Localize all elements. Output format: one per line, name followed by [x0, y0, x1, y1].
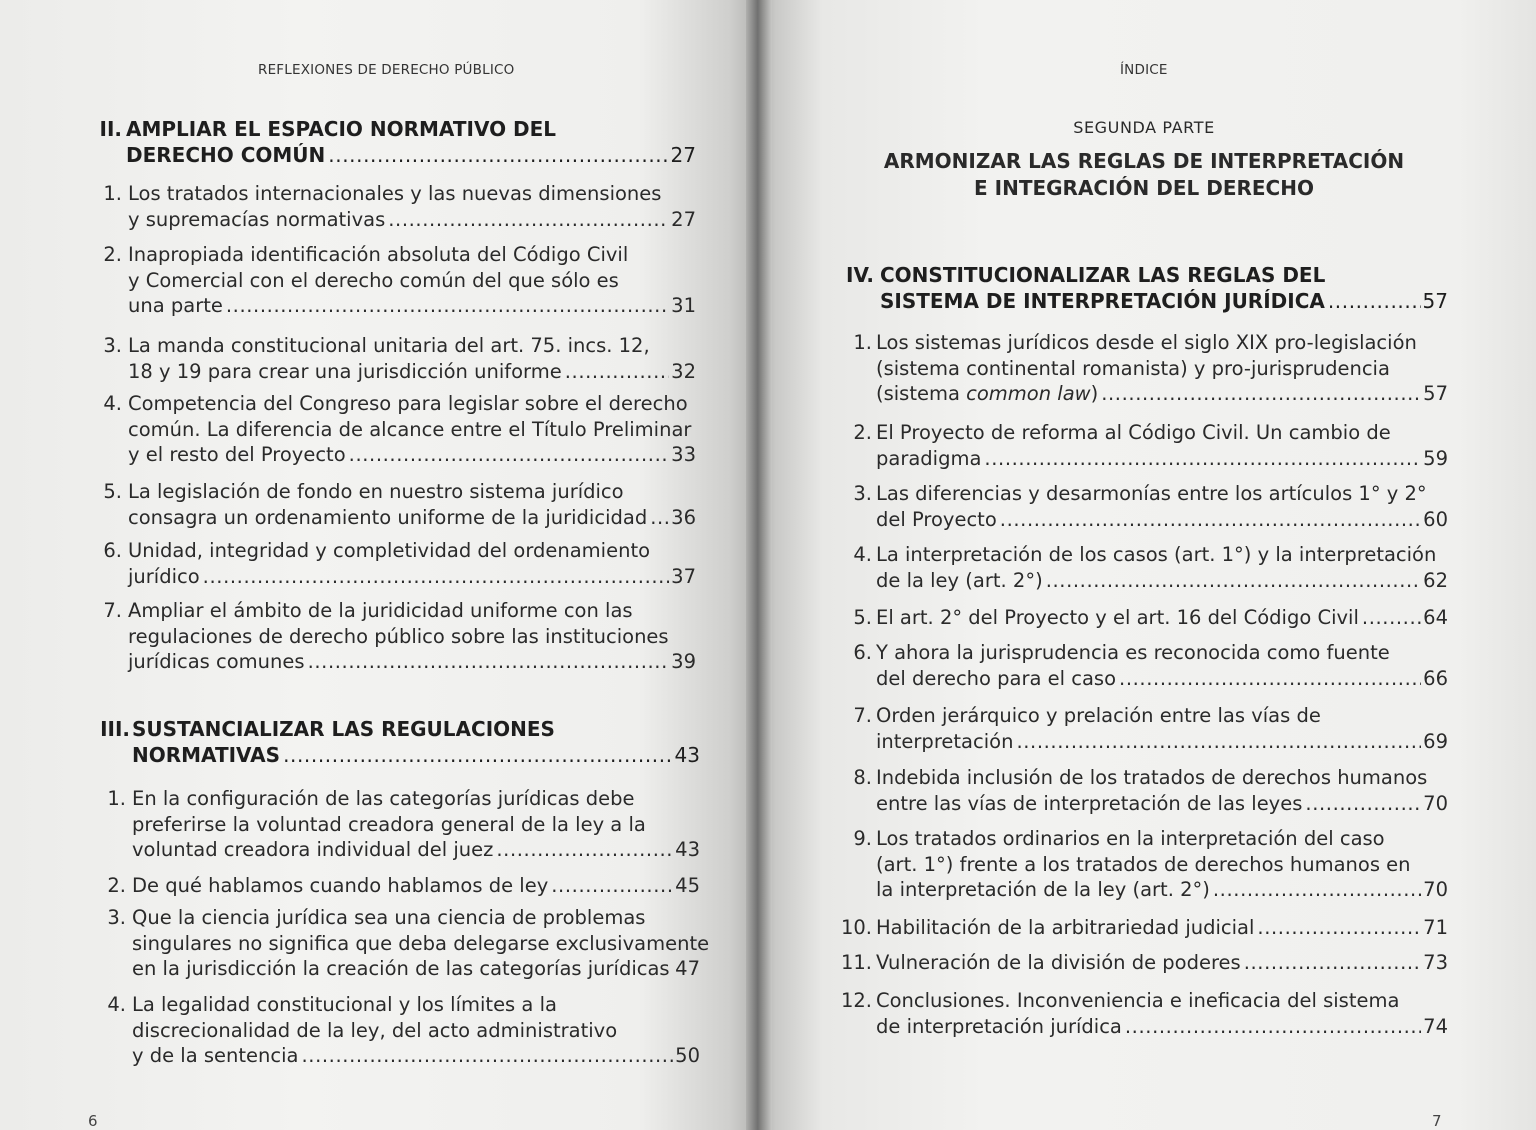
entry-title-line: Indebida inclusión de los tratados de derechos humanos — [876, 766, 1428, 789]
entry-title-line: Los sistemas jurídicos desde el siglo XIX pro-legislación — [876, 331, 1417, 354]
dot-leader — [385, 207, 669, 233]
entry-title-text: De qué hablamos cuando hablamos de ley — [132, 874, 549, 897]
chapter-title-line — [132, 742, 700, 768]
entry-title-text: en la jurisdicción la creación de las categorías jurídicas — [132, 957, 670, 980]
entry-title-line: Competencia del Congreso para legislar sobre el derecho — [128, 392, 688, 415]
entry-title — [876, 605, 1448, 631]
dot-leader — [280, 742, 672, 768]
entry-title-line — [876, 666, 1448, 692]
entry-title — [876, 765, 1448, 816]
entry-title-line: y Comercial con el derecho común del que sólo es — [128, 268, 619, 292]
entry-title — [876, 950, 1448, 976]
part-title-line: ARMONIZAR LAS REGLAS DE INTERPRETACIÓN — [883, 149, 1405, 173]
chapter-title-text: DERECHO COMÚN — [126, 143, 326, 167]
entry-title-text: y el resto del Proyecto — [128, 443, 346, 466]
entry-title-text: voluntad creadora individual del juez — [132, 838, 494, 861]
entry-title-line — [128, 207, 696, 233]
entry-title-line — [132, 873, 700, 899]
entry-title — [132, 786, 700, 863]
entry-title — [128, 538, 696, 589]
entry-number: 1. — [853, 331, 872, 354]
entry-title-line — [128, 564, 696, 590]
entry-number: 1. — [107, 787, 126, 810]
entry-title-line: La interpretación de los casos (art. 1°) y la interpretación — [876, 543, 1437, 566]
entry-page-number: 70 — [1423, 791, 1448, 815]
entry-number: 3. — [853, 482, 872, 505]
entry-page-number: 37 — [671, 564, 696, 588]
entry-title-line: En la configuración de las categorías jurídicas debe — [132, 787, 635, 810]
entry-number: 3. — [107, 906, 126, 929]
entry-title-text: y supremacías normativas — [128, 207, 386, 231]
chapter-page-number: 57 — [1422, 289, 1448, 313]
entry-title — [132, 905, 710, 982]
entry-title-line — [876, 877, 1448, 903]
entry-title-line: Unidad, integridad y completividad del ordenamiento — [128, 539, 651, 562]
entry-page-number: 69 — [1423, 729, 1448, 753]
entry-title — [128, 391, 696, 468]
dot-leader — [1302, 791, 1421, 817]
part-title — [864, 148, 1424, 202]
chapter-title — [132, 716, 700, 768]
entry-title-line — [132, 1043, 700, 1069]
entry-title-text: de la ley (art. 2°) — [876, 568, 1043, 592]
entry-title-line: Conclusiones. Inconveniencia e ineficacia del sistema — [876, 989, 1400, 1012]
entry-title — [132, 992, 700, 1069]
dot-leader — [493, 837, 673, 863]
entry-title-line: La legalidad constitucional y los límites a la — [132, 993, 557, 1016]
entry-page-number: 45 — [675, 874, 700, 897]
entry-title-text: la interpretación de la ley (art. 2°) — [876, 878, 1210, 901]
chapter-page-number: 43 — [674, 743, 700, 767]
entry-number: 7. — [103, 599, 122, 622]
entry-title-text: paradigma — [876, 446, 982, 470]
chapter-title-text: NORMATIVAS — [132, 743, 281, 767]
dot-leader — [1122, 1014, 1421, 1040]
entry-title-text: Habilitación de la arbitrariedad judicial — [876, 916, 1255, 939]
entry-title — [128, 333, 696, 384]
dot-leader — [997, 507, 1421, 533]
entry-number: 6. — [853, 641, 872, 664]
book-gutter — [746, 0, 772, 1130]
entry-title — [128, 598, 696, 675]
entry-title-line — [876, 381, 1448, 407]
entry-title-line — [876, 1014, 1448, 1040]
entry-title-line: singulares no significa que deba delegarse exclusivamente — [132, 931, 710, 955]
right-page-number: 7 — [1432, 1112, 1442, 1130]
entry-title — [876, 703, 1448, 754]
entry-title-line — [876, 605, 1448, 631]
chapter-number: IV. — [846, 263, 874, 287]
entry-title-text: El art. 2° del Proyecto y el art. 16 del Código Civil — [876, 606, 1359, 629]
entry-number: 3. — [103, 334, 122, 357]
entry-page-number: 57 — [1423, 382, 1448, 405]
entry-title-text: entre las vías de interpretación de las leyes — [876, 791, 1303, 815]
entry-page-number: 47 — [675, 957, 700, 980]
entry-title-text: 18 y 19 para crear una jurisdicción uniforme — [128, 359, 562, 383]
entry-title-line — [132, 956, 700, 982]
entry-title-line: preferirse la voluntad creadora general de la ley a la — [132, 812, 646, 836]
entry-title-line: Orden jerárquico y prelación entre las vías de — [876, 704, 1321, 727]
dot-leader — [670, 956, 674, 982]
entry-page-number: 27 — [671, 207, 696, 231]
entry-title-line — [876, 507, 1448, 533]
entry-title — [128, 242, 696, 319]
chapter-title-text: SISTEMA DE INTERPRETACIÓN JURÍDICA — [880, 289, 1325, 313]
dot-leader — [1210, 877, 1421, 903]
entry-title-line — [876, 446, 1448, 472]
entry-title-line: La legislación de fondo en nuestro sistema jurídico — [128, 480, 624, 503]
entry-title — [876, 330, 1448, 407]
entry-title-text: del Proyecto — [876, 507, 997, 531]
entry-title-line: (sistema continental romanista) y pro-jurisprudencia — [876, 356, 1390, 380]
right-page — [752, 0, 1536, 1130]
dot-leader — [562, 359, 669, 385]
entry-page-number: 73 — [1423, 951, 1448, 974]
chapter-title-line: CONSTITUCIONALIZAR LAS REGLAS DEL — [880, 263, 1326, 287]
entry-page-number: 39 — [671, 650, 696, 673]
entry-number: 9. — [853, 827, 872, 850]
dot-leader — [305, 649, 670, 675]
entry-title-line: Que la ciencia jurídica sea una ciencia de problemas — [132, 906, 646, 929]
entry-title-text: interpretación — [876, 729, 1014, 753]
entry-title — [876, 826, 1448, 903]
entry-title-line: Las diferencias y desarmonías entre los artículos 1° y 2° — [876, 482, 1427, 505]
entry-title-text: una parte — [128, 294, 223, 317]
left-running-head: REFLEXIONES DE DERECHO PÚBLICO — [258, 62, 515, 78]
entry-number: 4. — [853, 543, 872, 566]
chapter-title — [126, 116, 696, 168]
entry-title-line — [876, 791, 1448, 817]
entry-title-line: común. La diferencia de alcance entre el Título Preliminar — [128, 417, 692, 441]
dot-leader — [325, 142, 668, 168]
entry-title-line — [876, 915, 1448, 941]
entry-title — [132, 873, 700, 899]
dot-leader — [1359, 605, 1421, 631]
entry-title-text: jurídicas comunes — [128, 650, 305, 673]
entry-page-number: 31 — [671, 294, 696, 317]
entry-page-number: 50 — [675, 1044, 700, 1067]
entry-number: 1. — [103, 182, 122, 205]
dot-leader — [1098, 381, 1421, 407]
entry-title-line — [128, 293, 696, 319]
entry-title-line — [876, 568, 1448, 594]
entry-number: 12. — [840, 989, 872, 1012]
dot-leader — [1043, 568, 1421, 594]
entry-title-line: Los tratados ordinarios en la interpretación del caso — [876, 827, 1385, 850]
entry-title-line — [876, 950, 1448, 976]
entry-title-line: (art. 1°) frente a los tratados de derechos humanos en — [876, 852, 1411, 876]
entry-title-line — [128, 649, 696, 675]
entry-title — [876, 420, 1448, 471]
entry-title — [128, 181, 696, 232]
entry-title-text: consagra un ordenamiento uniforme de la juridicidad — [128, 505, 648, 529]
entry-number: 5. — [103, 480, 122, 503]
dot-leader — [200, 564, 670, 590]
chapter-title-line — [880, 288, 1448, 314]
dot-leader — [1325, 288, 1421, 314]
left-page — [0, 0, 752, 1130]
entry-page-number: 60 — [1423, 507, 1448, 531]
entry-title — [876, 542, 1448, 593]
entry-title-text: (sistema common law) — [876, 382, 1099, 405]
dot-leader — [981, 446, 1421, 472]
entry-title-text: jurídico — [128, 564, 200, 588]
entry-title-line: Y ahora la jurisprudencia es reconocida como fuente — [876, 641, 1390, 664]
part-label: SEGUNDA PARTE — [1073, 118, 1215, 137]
entry-title-line — [876, 729, 1448, 755]
entry-title-line: La manda constitucional unitaria del art. 75. incs. 12, — [128, 334, 650, 357]
entry-page-number: 62 — [1423, 568, 1448, 592]
entry-title-line: Los tratados internacionales y las nuevas dimensiones — [128, 182, 662, 205]
entry-title-line: discrecionalidad de la ley, del acto administrativo — [132, 1018, 618, 1042]
entry-page-number: 70 — [1423, 878, 1448, 901]
entry-title-line — [128, 359, 696, 385]
entry-page-number: 43 — [675, 838, 700, 861]
entry-number: 4. — [103, 392, 122, 415]
entry-title — [876, 988, 1448, 1039]
entry-page-number: 66 — [1423, 666, 1448, 690]
entry-number: 5. — [853, 606, 872, 629]
entry-number: 6. — [103, 539, 122, 562]
entry-number: 7. — [853, 704, 872, 727]
chapter-title-line: AMPLIAR EL ESPACIO NORMATIVO DEL — [126, 117, 557, 141]
left-page-number: 6 — [88, 1112, 98, 1130]
dot-leader — [298, 1043, 673, 1069]
right-running-head: ÍNDICE — [1120, 62, 1168, 78]
dot-leader — [647, 505, 669, 531]
entry-page-number: 71 — [1423, 916, 1448, 939]
entry-number: 11. — [840, 951, 872, 974]
entry-page-number: 33 — [671, 443, 696, 466]
dot-leader — [1254, 915, 1421, 941]
chapter-title — [880, 262, 1448, 314]
entry-title-text: del derecho para el caso — [876, 666, 1117, 690]
dot-leader — [1116, 666, 1421, 692]
entry-title-line — [132, 837, 700, 863]
entry-title-line: El Proyecto de reforma al Código Civil. Un cambio de — [876, 421, 1391, 444]
entry-number: 10. — [840, 916, 872, 939]
chapter-title-line — [126, 142, 696, 168]
chapter-number: III. — [100, 717, 130, 741]
entry-title-line — [128, 442, 696, 468]
entry-number: 4. — [107, 993, 126, 1016]
entry-title-line: regulaciones de derecho público sobre las instituciones — [128, 624, 669, 648]
entry-title-line: Inapropiada identificación absoluta del Código Civil — [128, 243, 629, 266]
entry-title-text: y de la sentencia — [132, 1044, 299, 1067]
entry-number: 8. — [853, 766, 872, 789]
chapter-page-number: 27 — [670, 143, 696, 167]
dot-leader — [548, 873, 673, 899]
part-title-line: E INTEGRACIÓN DEL DERECHO — [974, 176, 1314, 200]
entry-title-line — [128, 505, 696, 531]
entry-number: 2. — [103, 243, 122, 266]
entry-title — [876, 640, 1448, 691]
entry-title-text: Vulneración de la división de poderes — [876, 951, 1241, 974]
entry-title — [876, 481, 1448, 532]
entry-page-number: 36 — [671, 505, 696, 529]
entry-title-line: Ampliar el ámbito de la juridicidad uniforme con las — [128, 599, 633, 622]
entry-page-number: 64 — [1423, 606, 1448, 629]
chapter-number: II. — [99, 117, 122, 141]
dot-leader — [223, 293, 669, 319]
entry-page-number: 59 — [1423, 446, 1448, 470]
dot-leader — [346, 442, 670, 468]
chapter-title-line: SUSTANCIALIZAR LAS REGULACIONES — [132, 717, 555, 741]
entry-number: 2. — [853, 421, 872, 444]
entry-page-number: 32 — [671, 359, 696, 383]
entry-page-number: 74 — [1423, 1014, 1448, 1038]
dot-leader — [1241, 950, 1421, 976]
dot-leader — [1013, 729, 1421, 755]
entry-number: 2. — [107, 874, 126, 897]
entry-title — [128, 479, 696, 530]
entry-title-text: de interpretación jurídica — [876, 1014, 1122, 1038]
entry-title — [876, 915, 1448, 941]
